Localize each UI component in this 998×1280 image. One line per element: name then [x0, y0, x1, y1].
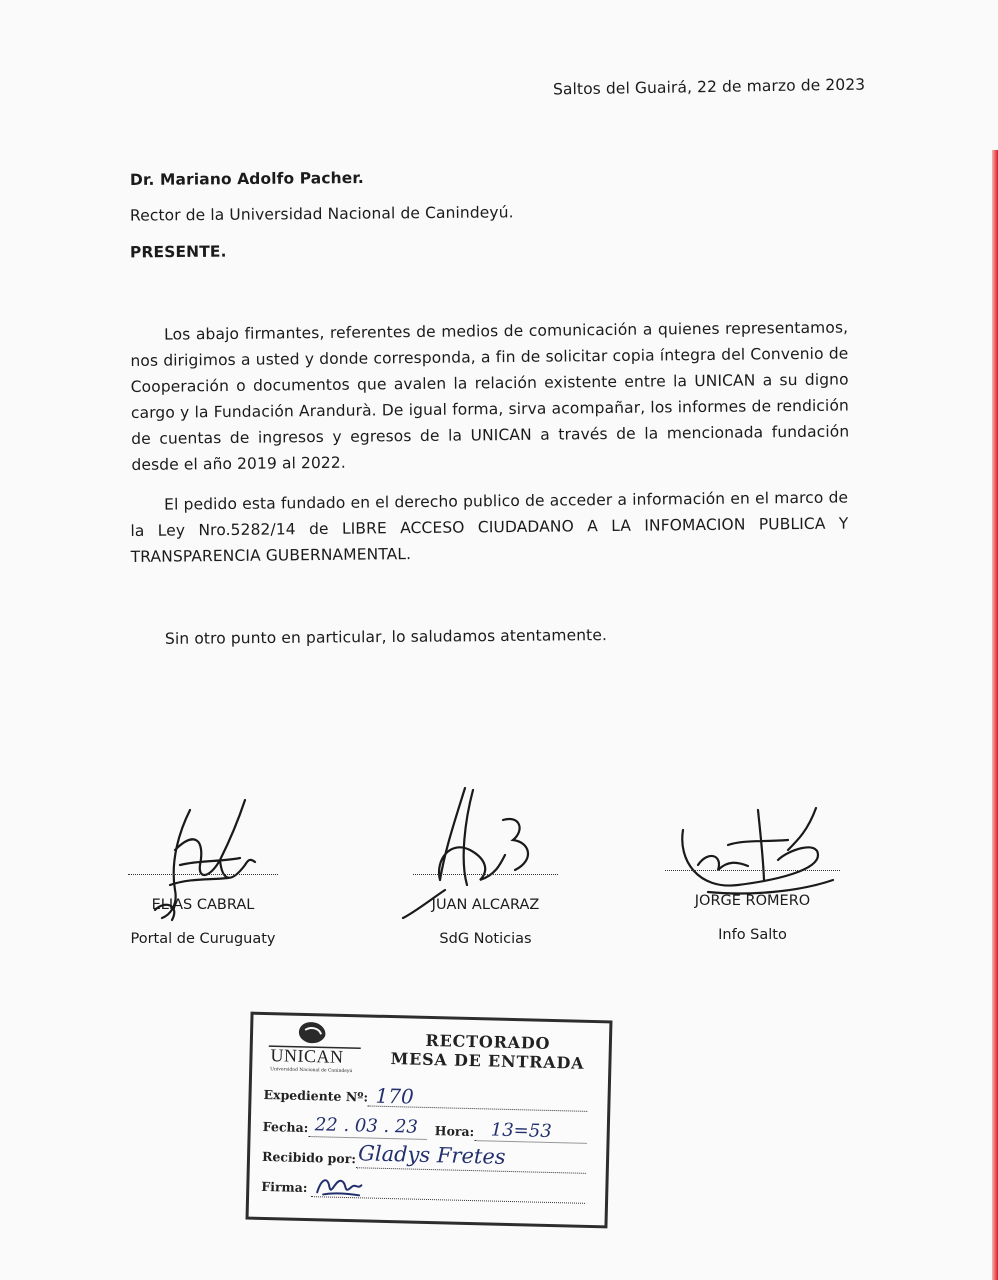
hora-label: Hora:: [434, 1123, 475, 1140]
recibido-label: Recibido por:: [261, 1148, 357, 1167]
stamp-firma-row: [261, 1179, 586, 1202]
reception-stamp: [246, 1012, 613, 1229]
signatory-name: JORGE ROMERO: [694, 893, 811, 909]
presente-heading: PRESENTE.: [129, 242, 227, 262]
page-edge-shadow: [992, 150, 998, 1280]
recibido-value: Gladys Fretes: [357, 1141, 506, 1169]
stamp-logo-subtext: Universidad Nacional de Canindeyú: [270, 1067, 353, 1075]
recipient-title: Rector de la Universidad Nacional de Canindeyú.: [129, 203, 514, 225]
stamp-logo-text: UNICAN: [270, 1045, 344, 1067]
body-paragraph-2: El pedido esta fundado en el derecho publico de acceder a información en el marco de la Ley Nro.5282/14 de LIBRE ACCESO CIUDADANO A LA INFOMACION PUBLICA Y TRANSPARENCIA GUBERNAMENTAL.: [130, 488, 849, 566]
signatory-name: JUAN ALCARAZ: [431, 897, 540, 913]
stamp-fecha-row: [262, 1114, 588, 1142]
expediente-label: Expediente Nº:: [263, 1086, 369, 1105]
signature-line: [665, 870, 840, 871]
stamp-title-line-1: RECTORADO: [425, 1030, 551, 1053]
signatory-name: ELIAS CABRAL: [151, 897, 255, 913]
expediente-value: 170: [375, 1083, 415, 1109]
letter-date: Saltos del Guairá, 22 de marzo de 2023: [552, 75, 866, 99]
signatory-organization: SdG Noticias: [439, 931, 532, 947]
fecha-label: Fecha:: [262, 1118, 309, 1136]
signatory-block-3: [665, 870, 840, 943]
hora-value: 13=53: [490, 1119, 552, 1142]
body-paragraph-1: Los abajo firmantes, referentes de medios de comunicación a quienes representamos, nos dirigimos a usted y donde corresponda, a fin de solicitar copia íntegra del Convenio de Cooperación o documentos que avalen la relación existente entre la UNICAN a su digno cargo y la Fundación Arandurà. De igual forma, sirva acompañar, los informes de rendición de cuentas de ingresos y egresos de la UNICAN a través de la mencionada fundación desde el año 2019 al 2022.: [130, 318, 850, 474]
firma-label: Firma:: [261, 1178, 308, 1196]
stamp-expediente-row: [263, 1083, 588, 1110]
firma-signature: [313, 1172, 364, 1201]
stamp-title-line-2: MESA DE ENTRADA: [390, 1049, 585, 1073]
recipient-name: Dr. Mariano Adolfo Pacher.: [129, 168, 364, 190]
signature-line: [128, 874, 278, 875]
signatory-organization: Portal de Curuguaty: [130, 931, 276, 947]
closing-line: Sin otro punto en particular, lo saludamos atentamente.: [164, 626, 608, 648]
signatory-block-2: [413, 874, 558, 947]
signatory-organization: Info Salto: [718, 927, 787, 943]
fecha-value: 22 . 03 . 23: [314, 1114, 419, 1138]
stamp-title: [387, 1030, 588, 1073]
signatory-block-1: [128, 874, 278, 947]
stamp-recibido-row: [261, 1141, 587, 1172]
signature-line: [413, 874, 558, 875]
